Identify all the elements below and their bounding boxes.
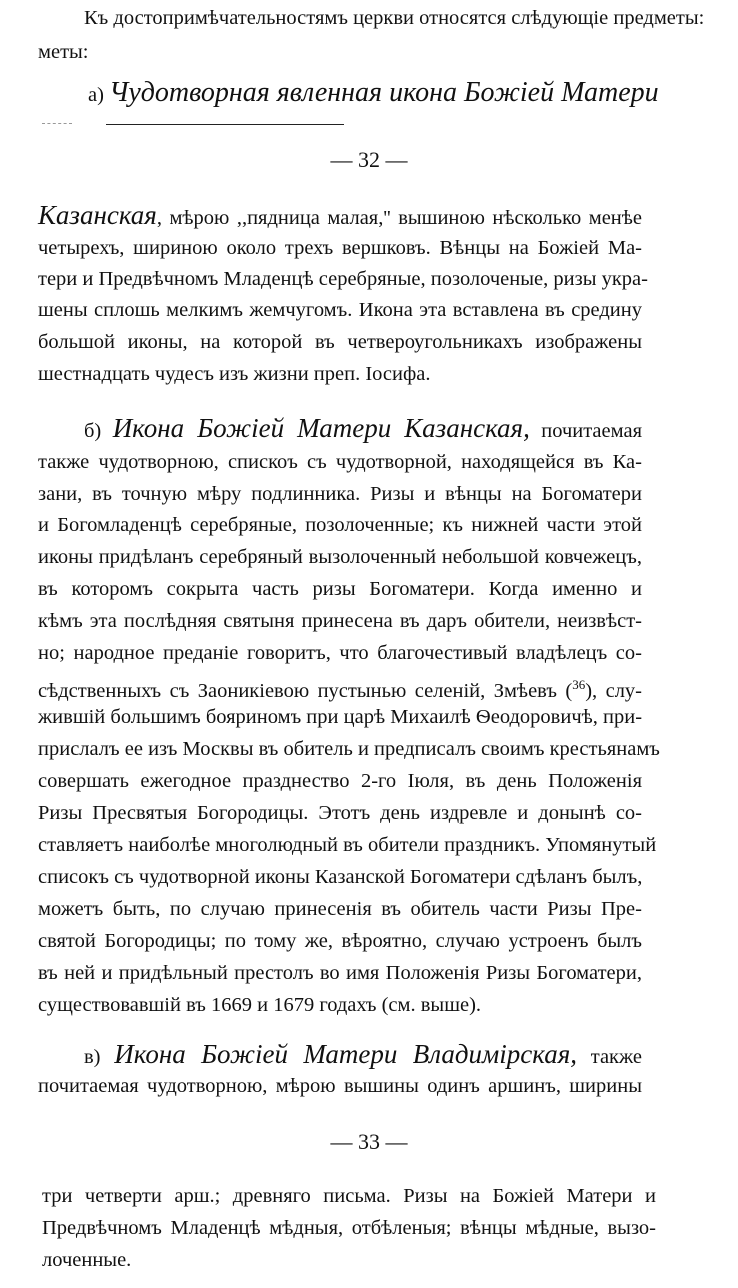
item-title: Икона Божіей Матери Владимірская, — [114, 1039, 577, 1069]
text-line: существовавшій въ 1669 и 1679 годахъ (см. выше). — [38, 994, 482, 1016]
divider-dashed — [42, 123, 72, 124]
item-label: а) — [88, 84, 104, 106]
item-label: в) — [84, 1046, 101, 1068]
item-label: б) — [84, 420, 102, 442]
text-line: большой иконы, на которой въ четвероугольникахъ изображены — [38, 331, 642, 353]
item-a-heading — [88, 76, 659, 110]
text-line: въ ней и придѣльный престолъ во имя Положенія Ризы Богоматери, — [38, 962, 642, 984]
text-span: сѣдственныхъ съ Заоникіевою пустынью селеній, Змѣевъ ( — [38, 679, 573, 702]
text-span: меты: — [38, 41, 89, 63]
text-span: ), слу- — [585, 679, 642, 702]
text-line: также чудотворною, спискоъ съ чудотворной, находящейся въ Ка- — [38, 451, 642, 473]
text-line: почитаемая чудотворною, мѣрою вышины одинъ аршинъ, ширины — [38, 1075, 642, 1097]
text-line: иконы придѣланъ серебряный вызолоченный небольшой ковчежецъ, — [38, 546, 642, 568]
text-line: святой Богородицы; по тому же, вѣроятно, случаю устроенъ былъ — [38, 930, 642, 952]
text-line: можетъ быть, по случаю принесенія въ обитель части Ризы Пре- — [38, 898, 642, 920]
page-number: — 32 — — [330, 147, 408, 172]
text-line: лоченные. — [42, 1249, 132, 1271]
text-line: въ которомъ сокрыта часть ризы Богоматери. Когда именно и — [38, 578, 642, 600]
text-line: шены сплошь мелкимъ жемчугомъ. Икона эта вставлена въ средину — [38, 299, 642, 321]
text-span: почитаемая — [529, 420, 642, 442]
text-line: Предвѣчномъ Младенцѣ мѣдныя, отбѣленыя; вѣнцы мѣдные, вызо- — [42, 1217, 656, 1239]
divider-rule — [106, 124, 344, 125]
text-line — [38, 40, 642, 64]
text-line: Ризы Пресвятыя Богородицы. Этотъ день издревле и донынѣ со- — [38, 802, 642, 824]
footnote-ref: 36 — [572, 677, 586, 692]
text-line: четырехъ, шириною около трехъ вершковъ. Вѣнцы на Божіей Ма- — [38, 237, 642, 259]
text-span: Къ достопримѣчательностямъ церкви относятся слѣдующіе предметы: — [84, 7, 705, 29]
text-span: также — [577, 1046, 642, 1068]
text-line: ставляетъ наиболѣе многолюдный въ обители праздникъ. Упомянутый — [38, 834, 657, 856]
text-line: три четверти арш.; древняго письма. Ризы на Божіей Матери и — [42, 1185, 656, 1207]
text-line: тери и Предвѣчномъ Младенцѣ серебряные, позолоченые, ризы укра- — [38, 268, 648, 290]
text-line: жившій большимъ бояриномъ при царѣ Михаилѣ Ѳеодоровичѣ, при- — [38, 706, 643, 728]
item-v-heading — [84, 1038, 642, 1070]
text-line: кѣмъ эта послѣдняя святыня принесена въ даръ обители, неизвѣст- — [38, 610, 642, 632]
text-line: прислалъ ее изъ Москвы въ обитель и предписалъ своимъ крестьянамъ — [38, 738, 660, 760]
text-line: но; народное преданіе говоритъ, что благочестивый владѣлецъ со- — [38, 642, 642, 664]
text-line: шестнадцать чудесъ изъ жизни преп. Іосифа. — [38, 363, 431, 385]
text-span: , мѣрою ,,пядница малая,'' вышиною нѣсколько менѣе — [156, 207, 642, 229]
text-line — [84, 6, 705, 30]
text-emphasis: Казанская — [38, 200, 157, 230]
text-line: списокъ съ чудотворной иконы Казанской Богоматери сдѣланъ былъ, — [38, 866, 643, 888]
item-b-heading — [84, 412, 642, 444]
text-line: совершать ежегодное празднество 2-го Іюля, въ день Положенія — [38, 770, 642, 792]
page-number: — 33 — — [330, 1129, 408, 1154]
text-line — [38, 200, 642, 230]
text-line: зани, въ точную мѣру подлинника. Ризы и вѣнцы на Богоматери — [38, 483, 642, 505]
item-title: Икона Божіей Матери Казанская, — [112, 413, 530, 443]
item-title: Чудотворная явленная икона Божіей Матери — [109, 77, 659, 108]
text-line: и Богомладенцѣ серебряные, позолоченные; къ нижней части этой — [38, 514, 642, 536]
text-line — [38, 673, 642, 702]
